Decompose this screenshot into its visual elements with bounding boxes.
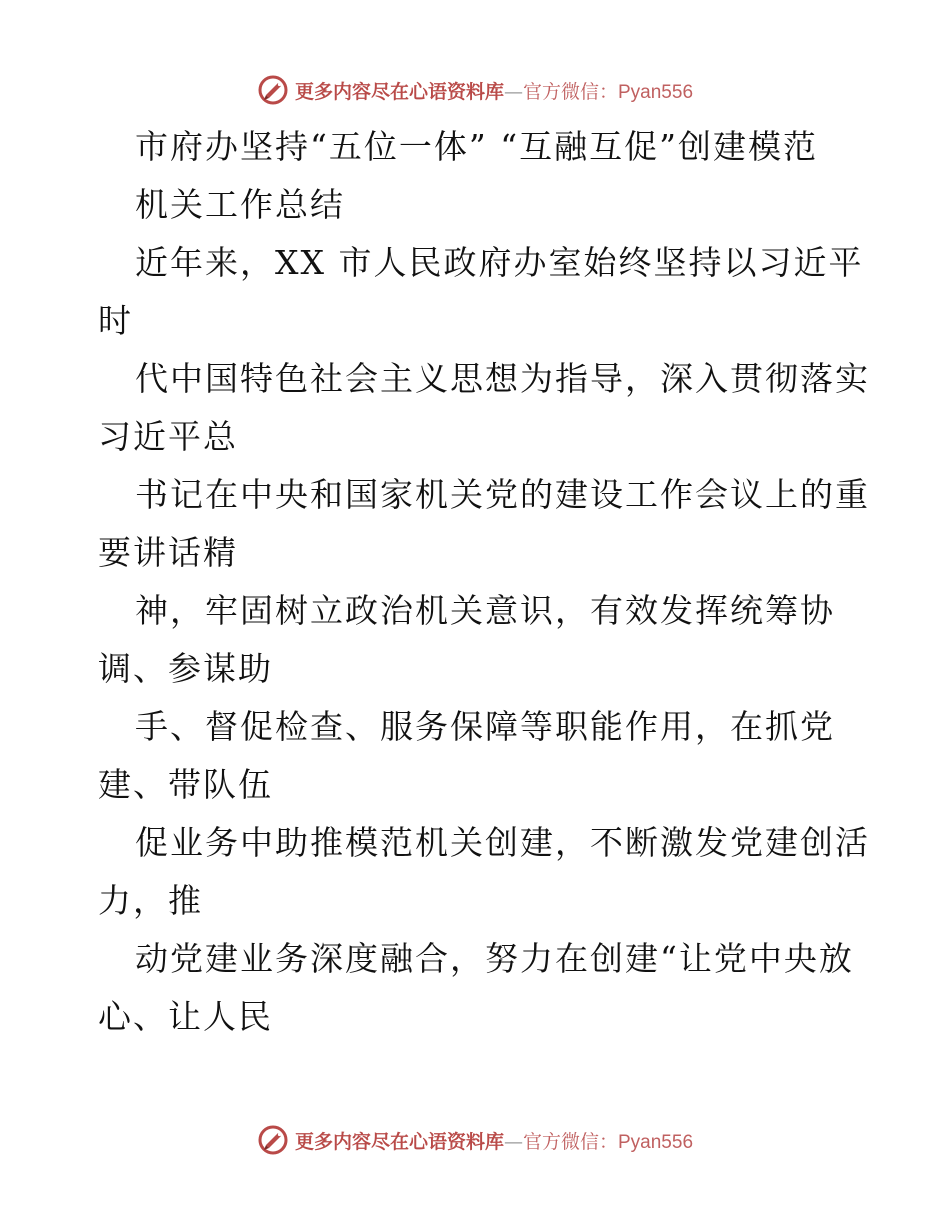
text-line: 手、督促检查、服务保障等职能作用，在抓党	[135, 707, 835, 746]
footer-wechat-handle: Pyan556	[618, 1131, 694, 1153]
text-line: 要讲话精	[98, 533, 238, 572]
brand-logo-icon	[257, 74, 289, 106]
text-line: 书记在中央和国家机关党的建设工作会议上的重	[135, 475, 870, 514]
text-line: 时	[98, 301, 133, 340]
text-line: 促业务中助推模范机关创建，不断激发党建创活	[135, 823, 870, 862]
text-line: 动党建业务深度融合，努力在创建“让党中央放	[135, 939, 854, 978]
text-line: 机关工作总结	[135, 185, 345, 224]
document-body	[98, 118, 870, 1046]
footer-banner	[0, 1120, 950, 1160]
text-line: 建、带队伍	[98, 765, 273, 804]
text-line: 习近平总	[98, 417, 238, 456]
banner-site-name: 更多内容尽在心语资料库	[294, 80, 504, 103]
text-line: 市府办坚持“五位一体” “互融互促”创建模范	[135, 127, 818, 166]
text-line: 神，牢固树立政治机关意识，有效发挥统筹协	[135, 591, 835, 630]
footer-site-name: 更多内容尽在心语资料库	[294, 1130, 504, 1153]
footer-wechat-label: 官方微信：	[522, 1130, 618, 1153]
text-line: 心、让人民	[98, 997, 273, 1036]
banner-dash: —	[503, 80, 523, 103]
banner-wechat-handle: Pyan556	[618, 81, 694, 103]
banner-wechat-label: 官方微信：	[522, 80, 618, 103]
text-line: 力，推	[98, 881, 203, 920]
footer-dash: —	[503, 1130, 523, 1153]
text-line: 调、参谋助	[98, 649, 273, 688]
text-line: 代中国特色社会主义思想为指导，深入贯彻落实	[135, 359, 870, 398]
text-line: 近年来，XX 市人民政府办室始终坚持以习近平	[135, 243, 864, 282]
header-banner	[0, 70, 950, 110]
brand-logo-icon	[257, 1124, 289, 1156]
